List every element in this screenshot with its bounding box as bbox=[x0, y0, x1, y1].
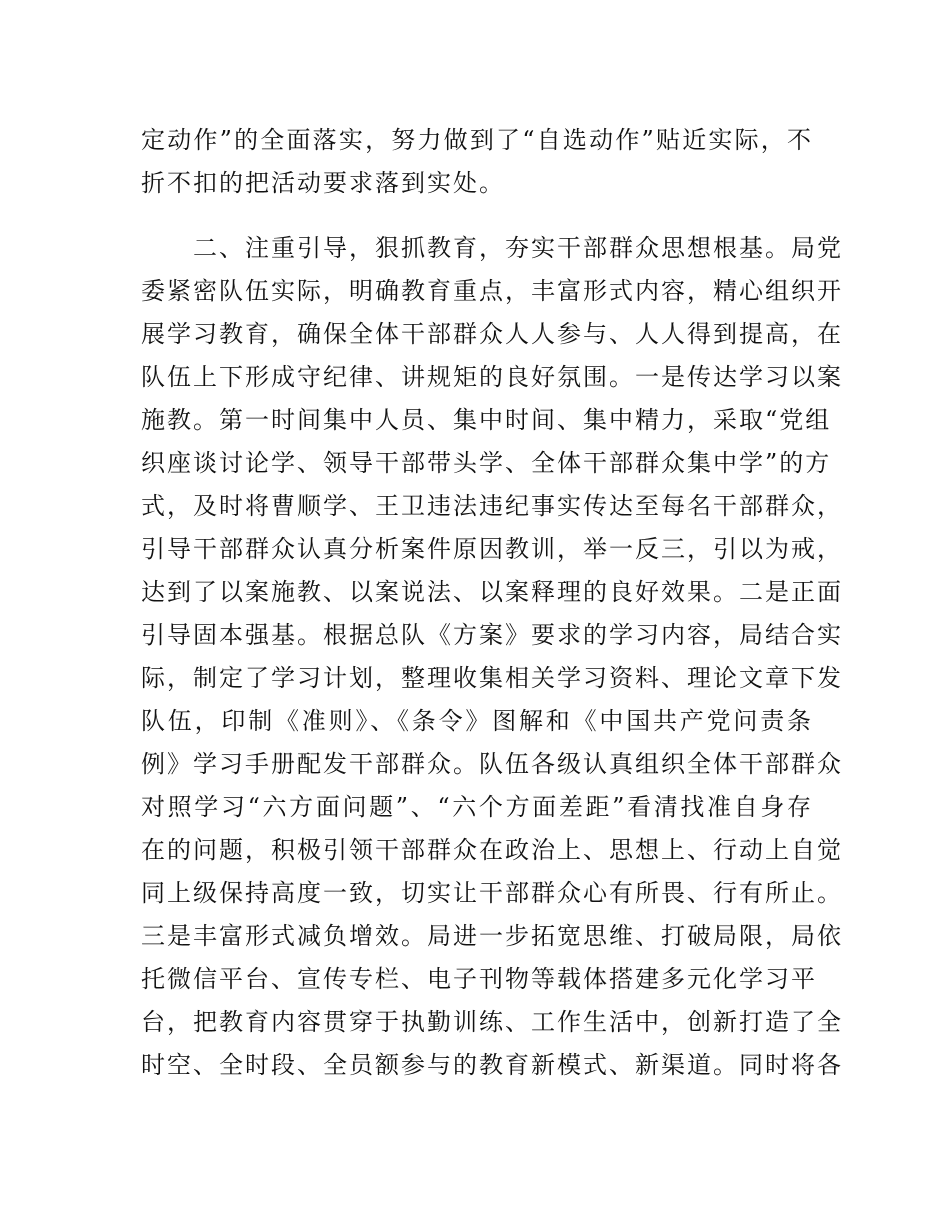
text-line: 施教。第一时间集中人员、集中时间、集中精力，采取“党组 bbox=[141, 406, 832, 434]
text-line: 引导固本强基。根据总队《方案》要求的学习内容，局结合实 bbox=[141, 621, 843, 649]
text-line: 台，把教育内容贯穿于执勤训练、工作生活中，创新打造了全 bbox=[141, 1008, 843, 1036]
text-line: 织座谈讨论学、领导干部带头学、全体干部群众集中学”的方 bbox=[141, 449, 832, 477]
paragraph-2 bbox=[141, 227, 843, 1087]
text-line: 达到了以案施教、以案说法、以案释理的良好效果。二是正面 bbox=[141, 578, 843, 606]
text-line: 引导干部群众认真分析案件原因教训，举一反三，引以为戒， bbox=[141, 535, 843, 563]
text-line: 定动作”的全面落实，努力做到了“自选动作”贴近实际，不 bbox=[141, 126, 813, 154]
paragraph-1 bbox=[141, 119, 813, 205]
text-line: 队伍，印制《准则》、《条令》图解和《中国共产党问责条 bbox=[141, 707, 813, 735]
text-line: 在的问题，积极引领干部群众在政治上、思想上、行动上自觉 bbox=[141, 836, 843, 864]
text-line: 对照学习“六方面问题”、“六个方面差距”看清找准自身存 bbox=[141, 793, 813, 821]
text-line: 托微信平台、宣传专栏、电子刊物等载体搭建多元化学习平 bbox=[141, 965, 817, 993]
text-line: 三是丰富形式减负增效。局进一步拓宽思维、打破局限，局依 bbox=[141, 922, 843, 950]
text-line: 例》学习手册配发干部群众。队伍各级认真组织全体干部群众 bbox=[141, 750, 843, 778]
text-line: 同上级保持高度一致，切实让干部群众心有所畏、行有所止。 bbox=[141, 879, 843, 907]
text-line: 折不扣的把活动要求落到实处。 bbox=[141, 169, 505, 197]
text-line: 时空、全时段、全员额参与的教育新模式、新渠道。同时将各 bbox=[141, 1051, 843, 1079]
text-line: 队伍上下形成守纪律、讲规矩的良好氛围。一是传达学习以案 bbox=[141, 363, 843, 391]
text-line: 式，及时将曹顺学、王卫违法违纪事实传达至每名干部群众， bbox=[141, 492, 843, 520]
text-line: 委紧密队伍实际，明确教育重点，丰富形式内容，精心组织开 bbox=[141, 277, 843, 305]
text-line: 展学习教育，确保全体干部群众人人参与、人人得到提高，在 bbox=[141, 320, 843, 348]
text-line: 二、注重引导，狠抓教育，夯实干部群众思想根基。局党 bbox=[141, 234, 843, 262]
text-line: 际，制定了学习计划，整理收集相关学习资料、理论文章下发 bbox=[141, 664, 843, 692]
